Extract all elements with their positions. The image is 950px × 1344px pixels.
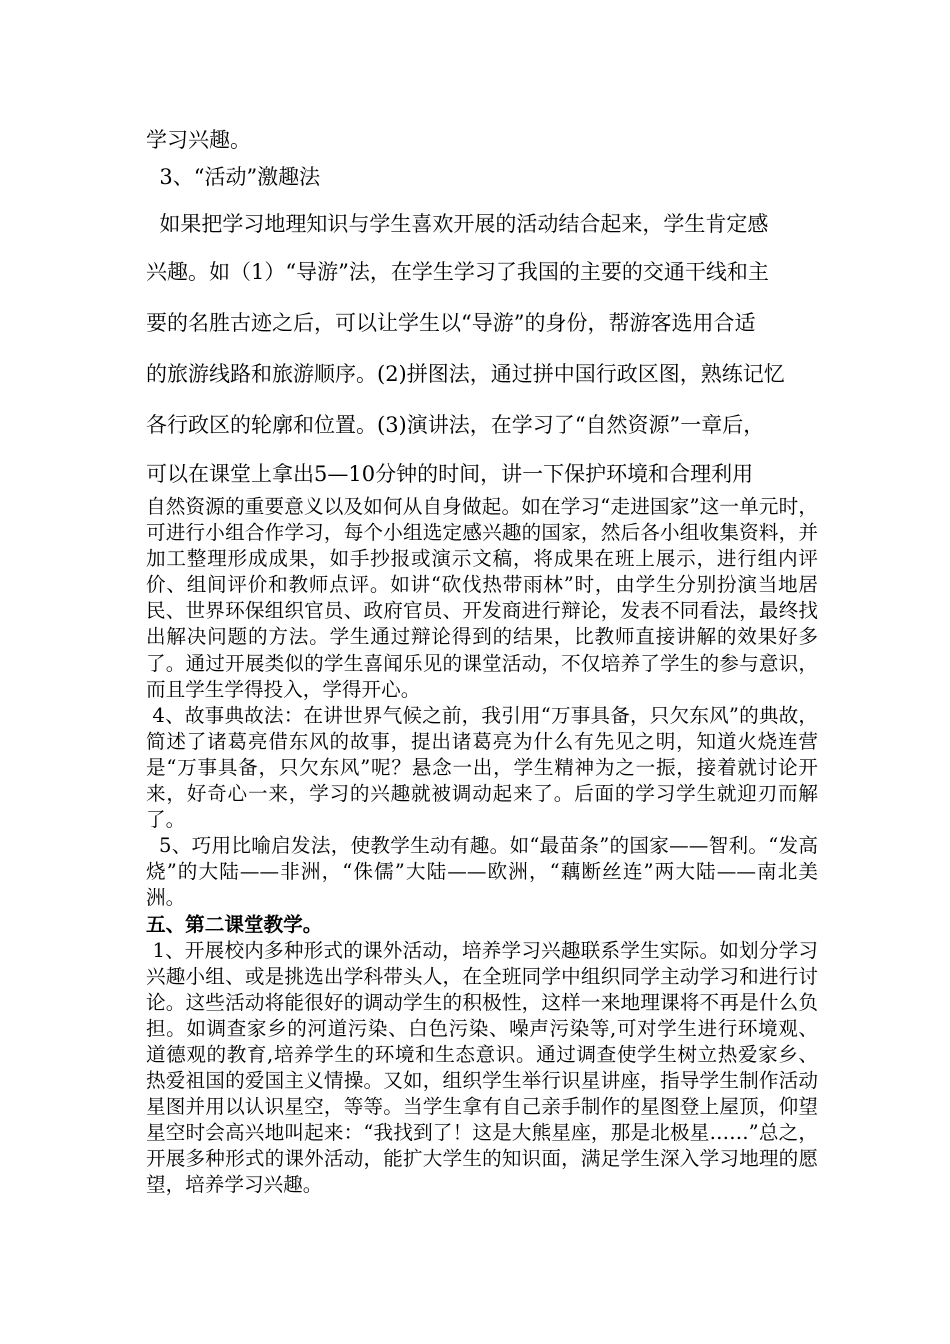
text-line: 如果把学习地理知识与学生喜欢开展的活动结合起来，学生肯定感	[146, 212, 769, 236]
paragraph: 1、开展校内多种形式的课外活动，培养学习兴趣联系学生实际。如划分学习兴趣小组、或是挑选出学科带头人，在全班同学中组织同学主动学习和进行讨论。这些活动将能很好的调动学生的积极性，这样一来地理课将不再是什么负担。如调查家乡的河道污染、白色污染、噪声污染等,可对学生进行环境观、道德观的教育,培养学生的环境和生态意识。通过调查使学生树立热爱家乡、热爱祖国的爱国主义情操。又如，组织学生举行识星讲座，指导学生制作活动星图并用以认识星空，等等。当学生拿有自己亲手制作的星图登上屋顶，仰望星空时会高兴地叫起来：“我找到了！这是大熊星座，那是北极星……”总之，开展多种形式的课外活动，能扩大学生的知识面，满足学生深入学习地理的愿望，培养学习兴趣。	[146, 938, 819, 1197]
paragraph: 自然资源的重要意义以及如何从自身做起。如在学习“走进国家”这一单元时，可进行小组合作学习，每个小组选定感兴趣的国家，然后各小组收集资料，并加工整理形成成果，如手抄报或演示文稿，将成果在班上展示，进行组内评价、组间评价和教师点评。如讲“砍伐热带雨林”时，由学生分别扮演当地居民、世界环保组织官员、政府官员、开发商进行辩论，发表不同看法，最终找出解决问题的方法。学生通过辩论得到的结果，比教师直接讲解的效果好多了。通过开展类似的学生喜闻乐见的课堂活动，不仅培养了学生的参与意识，而且学生学得投入，学得开心。	[146, 495, 818, 701]
body-text-block	[146, 494, 818, 1199]
text-line: 可以在课堂上拿出5—10分钟的时间，讲一下保护环境和合理利用	[146, 462, 754, 486]
text-line: 各行政区的轮廓和位置。(3)演讲法，在学习了“自然资源”一章后，	[146, 413, 765, 437]
section-subheading: 3、“活动”激趣法	[146, 165, 321, 189]
section-heading: 五、第二课堂教学。	[146, 912, 323, 936]
text-line: 的旅游线路和旅游顺序。(2)拼图法，通过拼中国行政区图，熟练记忆	[146, 362, 785, 386]
text-line: 学习兴趣。	[146, 128, 251, 152]
text-line: 兴趣。如（1）“导游”法，在学生学习了我国的主要的交通干线和主	[146, 260, 769, 284]
paragraph: 5、巧用比喻启发法，使教学生动有趣。如“最苗条”的国家——智利。“发高烧”的大陆——非洲，“侏儒”大陆——欧洲，“藕断丝连”两大陆——南北美洲。	[146, 834, 818, 910]
paragraph: 4、故事典故法：在讲世界气候之前，我引用“万事具备，只欠东风”的典故，简述了诸葛亮借东风的故事，提出诸葛亮为什么有先见之明，知道火烧连营是“万事具备，只欠东风”呢？悬念一出，学生精神为之一振，接着就讨论开来，好奇心一来，学习的兴趣就被调动起来了。后面的学习学生就迎刃而解了。	[146, 703, 819, 832]
text-line: 要的名胜古迹之后，可以让学生以“导游”的身份，帮游客选用合适	[146, 311, 756, 335]
